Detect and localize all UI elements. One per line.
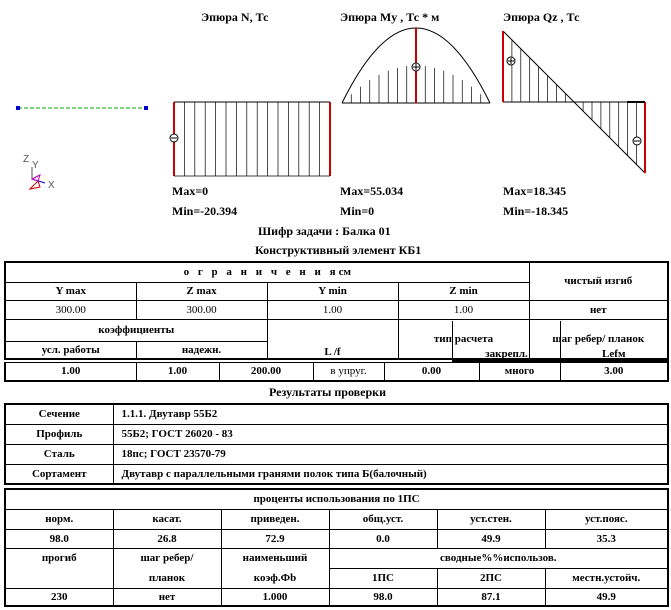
summary-col-2ps: 2ПС <box>437 568 545 588</box>
usage-col-web-stab: уст.стен. <box>437 509 545 529</box>
usage-value-flange-stab: 35.3 <box>545 529 668 548</box>
col-z-max: Z max <box>136 282 267 300</box>
calc-type-label: тип расчета <box>398 319 529 359</box>
value-y-max: 300.00 <box>5 300 136 319</box>
col-y-max: Y max <box>5 282 136 300</box>
value-pure-bending: нет <box>529 300 668 319</box>
diagram-qz-max: Max=18.345 <box>503 184 567 198</box>
col-y-min: Y min <box>267 282 398 300</box>
value-lef: 3.00 <box>560 363 668 381</box>
section-label: Сечение <box>5 404 113 424</box>
value-rib-step2: нет <box>113 588 221 606</box>
pure-bending-label: чистый изгиб <box>529 262 668 300</box>
task-code: Шифр задачи : Балка 01 <box>258 224 391 238</box>
diagram-n-min: Min=-20.394 <box>172 204 238 218</box>
lf-label: L /f <box>267 319 398 359</box>
coefs-values <box>4 362 669 382</box>
value-calc-type: в упруг. <box>313 363 384 381</box>
usage-col-reduced: приведен. <box>221 509 329 529</box>
section-value: 1.1.1. Двутавр 55Б2 <box>113 404 668 424</box>
diagram-my <box>336 25 496 107</box>
deflection-label-cont <box>5 568 113 588</box>
diagram-qz-min: Min=-18.345 <box>503 204 569 218</box>
axis-x-label: X <box>48 180 55 191</box>
usage-header: проценты использования по 1ПС <box>5 489 668 509</box>
diagram-n <box>168 96 338 178</box>
usage-col-shear: касат. <box>113 509 221 529</box>
limits-header: о г р а н и ч е н и ясм <box>5 262 529 282</box>
summary-col-1ps: 1ПС <box>329 568 437 588</box>
value-deflection: 230 <box>5 588 113 606</box>
fixing-label: закрепл. <box>453 321 561 361</box>
usage-col-global-stab: общ.уст. <box>329 509 437 529</box>
element-title: Конструктивный элемент КБ1 <box>255 243 422 257</box>
usage-value-reduced: 72.9 <box>221 529 329 548</box>
col-z-min: Z min <box>398 282 529 300</box>
usage-value-norm: 98.0 <box>5 529 113 548</box>
results-title: Результаты проверки <box>269 385 386 399</box>
usage-value-global-stab: 0.0 <box>329 529 437 548</box>
diagram-qz-title: Эпюра Qz , Тс <box>503 10 580 24</box>
value-work: 1.00 <box>5 363 136 381</box>
section-table <box>4 403 669 485</box>
diagram-n-title: Эпюра N, Тс <box>201 10 269 24</box>
value-local-stab: 49.9 <box>545 588 668 606</box>
axis-y-label: Y <box>32 160 39 171</box>
lef-label: Lefм <box>561 321 668 361</box>
work-label: усл. работы <box>5 341 136 359</box>
assortment-value: Двутавр с параллельными гранями полок типа Б(балочный) <box>113 464 668 484</box>
value-reliab: 1.00 <box>136 363 219 381</box>
coefs-extra-header <box>452 321 669 362</box>
usage-value-web-stab: 49.9 <box>437 529 545 548</box>
coefs-header: коэффициенты <box>5 319 267 341</box>
diagram-n-max: Max=0 <box>172 184 209 198</box>
assortment-label: Сортамент <box>5 464 113 484</box>
usage-col-norm: норм. <box>5 509 113 529</box>
profile-label: Профиль <box>5 424 113 444</box>
usage-col-flange-stab: уст.пояс. <box>545 509 668 529</box>
rib-step-bottom: планок <box>113 568 221 588</box>
beam-node-right <box>144 106 148 110</box>
min-coef-bottom: коэф.Фb <box>221 568 329 588</box>
value-2ps: 87.1 <box>437 588 545 606</box>
value-min-coef: 1.000 <box>221 588 329 606</box>
rib-step-top: шаг ребер/ <box>113 548 221 568</box>
value-y-min: 1.00 <box>267 300 398 319</box>
diagram-my-min: Min=0 <box>340 204 375 218</box>
value-z-min: 1.00 <box>398 300 529 319</box>
beam-model <box>0 95 160 205</box>
steel-value: 18пс; ГОСТ 23570-79 <box>113 444 668 464</box>
summary-header: сводные%%использов. <box>329 548 668 568</box>
rib-step-label: шаг ребер/ планок <box>529 319 668 359</box>
value-1ps: 98.0 <box>329 588 437 606</box>
steel-label: Сталь <box>5 444 113 464</box>
summary-col-local-stab: местн.устойч. <box>545 568 668 588</box>
diagram-my-title: Эпюра My , Тс * м <box>340 10 440 24</box>
min-coef-top: наименьший <box>221 548 329 568</box>
diagram-my-max: Max=55.034 <box>340 184 404 198</box>
value-fixing: много <box>479 363 560 381</box>
usage-table <box>4 488 669 607</box>
deflection-label: прогиб <box>5 548 113 568</box>
profile-value: 55Б2; ГОСТ 26020 - 83 <box>113 424 668 444</box>
beam-node-left <box>16 106 20 110</box>
value-z-max: 300.00 <box>136 300 267 319</box>
value-rib-step: 0.00 <box>384 363 479 381</box>
value-lf: 200.00 <box>219 363 313 381</box>
reliab-label: надежн. <box>136 341 267 359</box>
diagram-qz <box>497 25 657 180</box>
usage-value-shear: 26.8 <box>113 529 221 548</box>
axis-z-label: Z <box>23 154 30 165</box>
